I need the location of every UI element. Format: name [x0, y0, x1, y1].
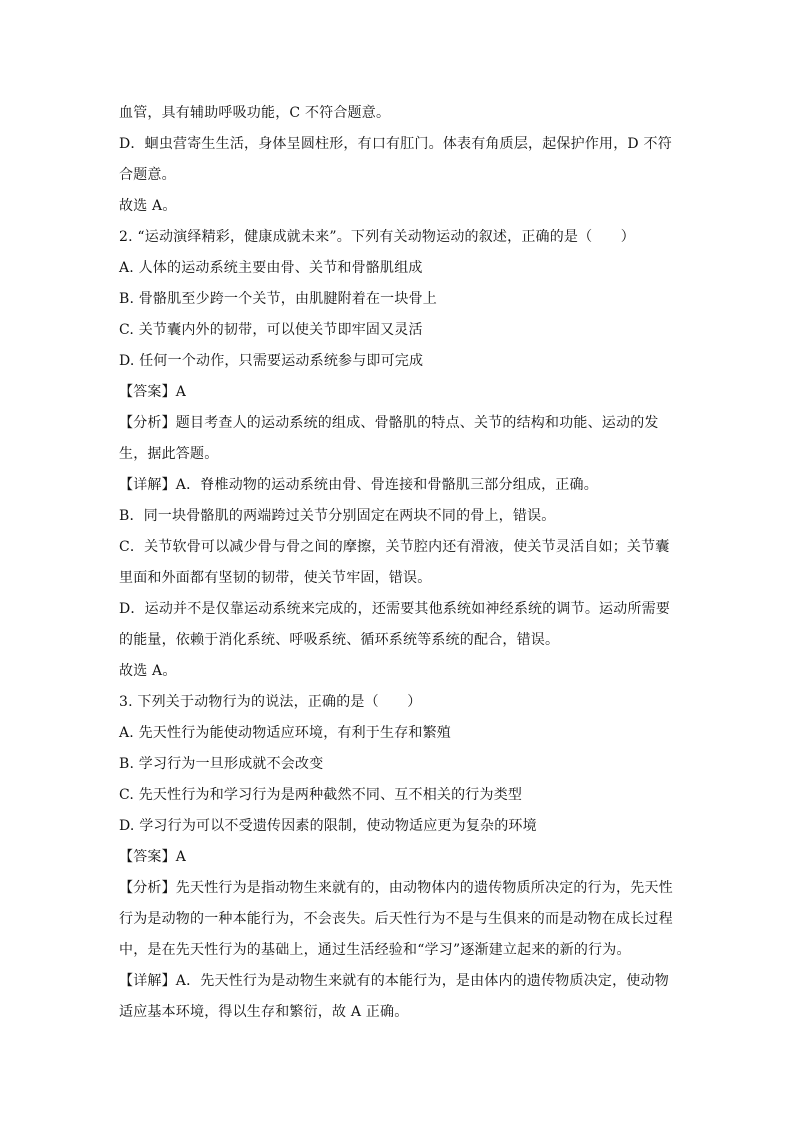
- question-2-analysis: 【分析】题目考查人的运动系统的组成、骨骼肌的特点、关节的结构和功能、运动的发: [119, 415, 659, 431]
- question-2-stem: 2. “运动演绎精彩，健康成就未来”。下列有关动物运动的叙述，正确的是（ ）: [119, 229, 635, 245]
- question-3-option-d: D. 学习行为可以不受遗传因素的限制，使动物适应更为复杂的环境: [119, 818, 537, 834]
- question-3-option-b: B. 学习行为一旦形成就不会改变: [119, 756, 324, 772]
- question-2-explanation: 【详解】A．脊椎动物的运动系统由骨、骨连接和骨骼肌三部分组成，正确。: [119, 477, 598, 493]
- text-line: 血管，具有辅助呼吸功能，C 不符合题意。: [119, 105, 391, 121]
- question-2-answer: 【答案】A: [119, 384, 187, 400]
- text-line: D．运动并不是仅靠运动系统来完成的，还需要其他系统如神经系统的调节。运动所需要: [119, 601, 671, 617]
- question-3-analysis: 【分析】先天性行为是指动物生来就有的，由动物体内的遗传物质所决定的行为，先天性: [119, 880, 673, 896]
- question-3-option-a: A. 先天性行为能使动物适应环境，有利于生存和繁殖: [119, 725, 452, 741]
- text-line: 故选 A。: [119, 198, 177, 214]
- text-line: 中，是在先天性行为的基础上，通过生活经验和“学习”逐渐建立起来的新的行为。: [119, 942, 631, 958]
- text-line: D．蛔虫营寄生生活，身体呈圆柱形，有口有肛门。体表有角质层，起保护作用，D 不符: [119, 136, 672, 152]
- question-2-option-a: A. 人体的运动系统主要由骨、关节和骨骼肌组成: [119, 260, 423, 276]
- text-line: 生，据此答题。: [119, 446, 219, 462]
- text-line: 里面和外面都有坚韧的韧带，使关节牢固，错误。: [119, 570, 432, 586]
- text-line: 的能量，依赖于消化系统、呼吸系统、循环系统等系统的配合，错误。: [119, 632, 560, 648]
- question-2-option-b: B. 骨骼肌至少跨一个关节，由肌腱附着在一块骨上: [119, 291, 437, 307]
- text-line: B．同一块骨骼肌的两端跨过关节分别固定在两块不同的骨上，错误。: [119, 508, 556, 524]
- question-3-option-c: C. 先天性行为和学习行为是两种截然不同、互不相关的行为类型: [119, 787, 523, 803]
- text-line: 适应基本环境，得以生存和繁衍，故 A 正确。: [119, 1004, 409, 1020]
- text-line: 故选 A。: [119, 663, 177, 679]
- question-3-explanation: 【详解】A．先天性行为是动物生来就有的本能行为，是由体内的遗传物质决定，使动物: [119, 973, 669, 989]
- question-3-stem: 3. 下列关于动物行为的说法，正确的是（ ）: [119, 694, 422, 710]
- text-line: C．关节软骨可以减少骨与骨之间的摩擦，关节腔内还有滑液，使关节灵活自如；关节囊: [119, 539, 670, 555]
- question-3-answer: 【答案】A: [119, 849, 187, 865]
- question-2-option-c: C. 关节囊内外的韧带，可以使关节即牢固又灵活: [119, 322, 423, 338]
- document-body: [119, 98, 679, 1028]
- question-2-option-d: D. 任何一个动作，只需要运动系统参与即可完成: [119, 353, 424, 369]
- text-line: 合题意。: [119, 167, 176, 183]
- text-line: 行为是动物的一种本能行为，不会丧失。后天性行为不是与生俱来的而是动物在成长过程: [119, 911, 673, 927]
